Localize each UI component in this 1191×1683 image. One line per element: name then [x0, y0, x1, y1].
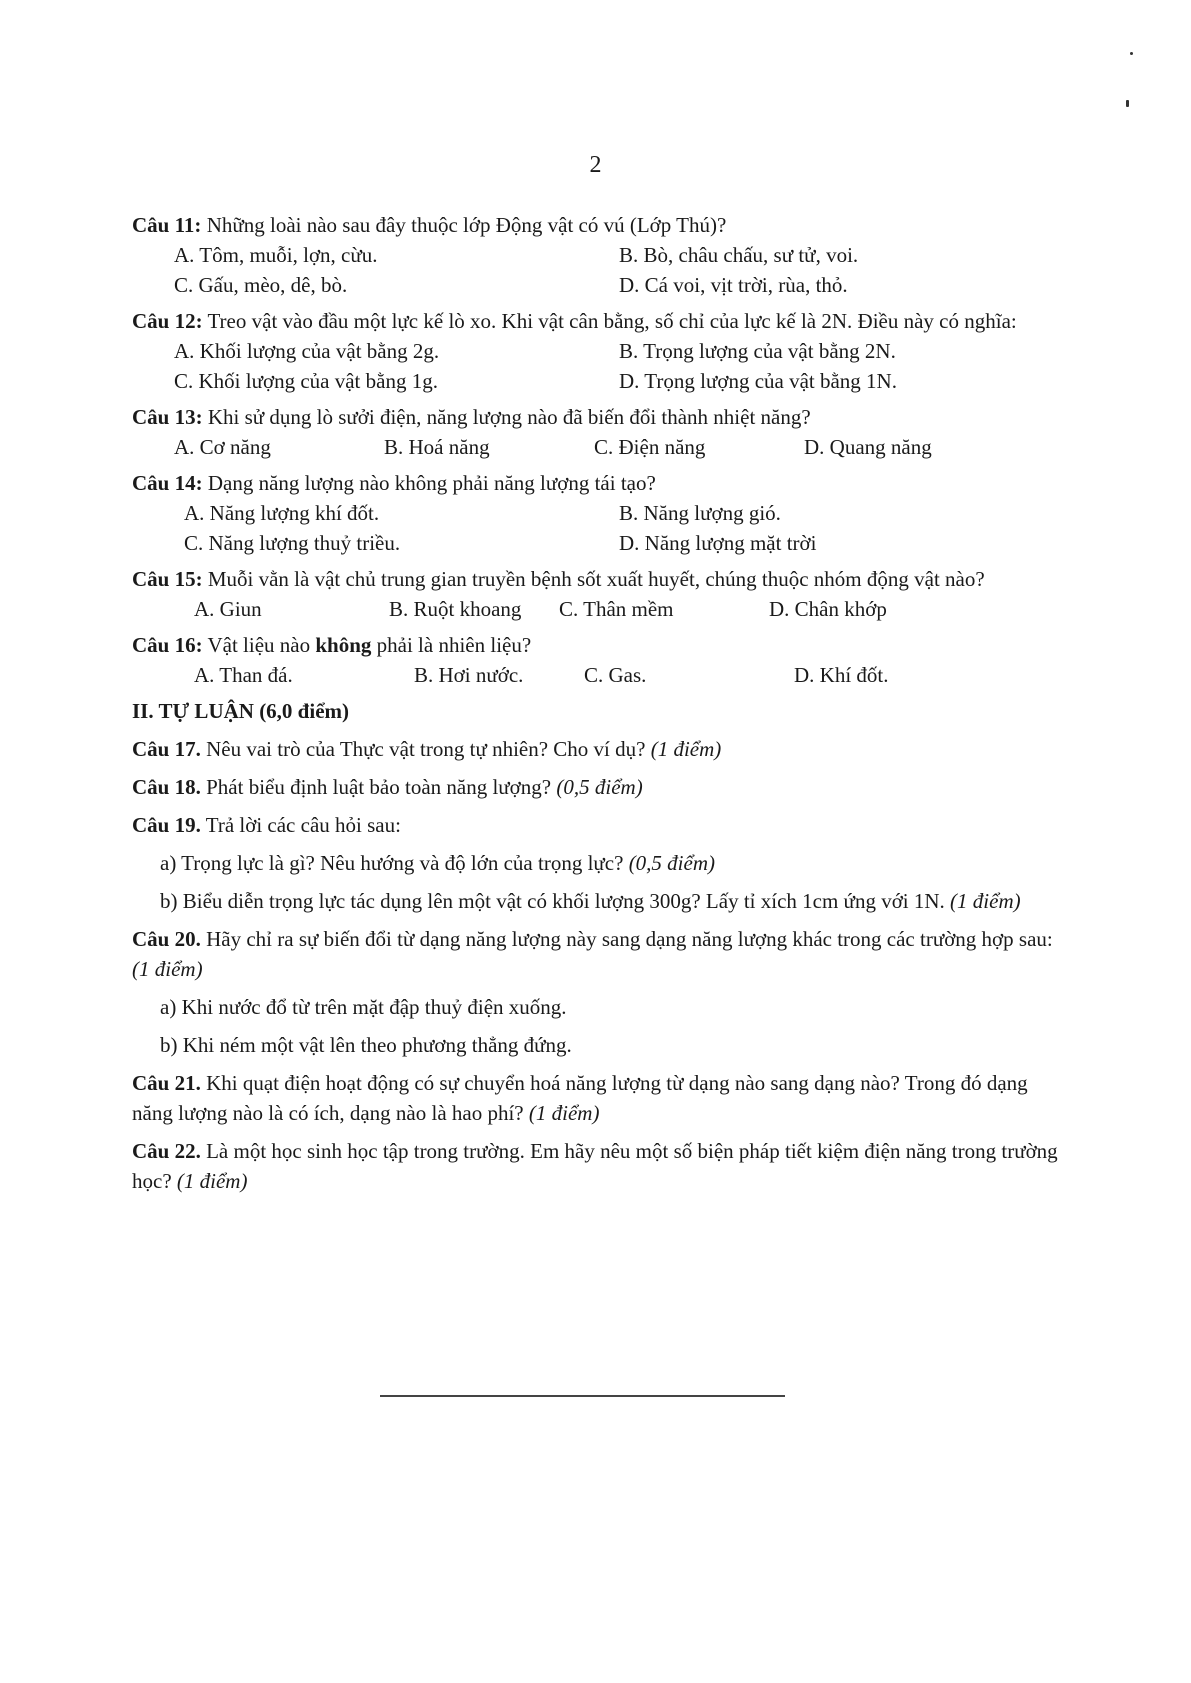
option-d: D. Chân khớp [769, 597, 887, 621]
question-text: Phát biểu định luật bảo toàn năng lượng? [200, 775, 557, 799]
option-a: A. Năng lượng khí đốt. [184, 501, 380, 525]
option-d: D. Khí đốt. [794, 663, 889, 687]
points-label: (0,5 điểm) [556, 775, 643, 799]
option-b: B. Ruột khoang [389, 597, 522, 621]
sub-question-20b [132, 1030, 1067, 1060]
option-a: A. Cơ năng [174, 435, 271, 459]
option-b: B. Hơi nước. [414, 663, 524, 687]
question-text: Khi quạt điện hoạt động có sự chuyển hoá năng lượng từ dạng nào sang dạng nào? Trong đó dạng năng lượng nào là có ích, dạng nào là hao phí? [132, 1071, 1028, 1125]
question-21 [132, 1068, 1067, 1128]
question-number: Câu 17. [132, 737, 201, 761]
scan-speck [1130, 52, 1133, 55]
question-22 [132, 1136, 1067, 1196]
question-text: Khi sử dụng lò sưởi điện, năng lượng nào đã biến đổi thành nhiệt năng? [202, 405, 811, 429]
question-number: Câu 14: [132, 471, 203, 495]
option-b: B. Hoá năng [384, 435, 490, 459]
sub-question-19a [132, 848, 1067, 878]
question-number: Câu 20. [132, 927, 201, 951]
option-c: C. Thân mềm [559, 597, 674, 621]
points-label: (1 điểm) [132, 957, 203, 981]
question-text: Muỗi vằn là vật chủ trung gian truyền bệnh sốt xuất huyết, chúng thuộc nhóm động vật nào? [202, 567, 985, 591]
sub-question-20a [132, 992, 1067, 1022]
question-15 [132, 564, 1067, 624]
question-19 [132, 810, 1067, 840]
option-d: D. Quang năng [804, 435, 932, 459]
question-text: Là một học sinh học tập trong trường. Em hãy nêu một số biện pháp tiết kiệm điện năng trong trường học? [132, 1139, 1058, 1193]
question-12 [132, 306, 1067, 396]
question-number: Câu 15: [132, 567, 203, 591]
sub-question-text: b) Khi ném một vật lên theo phương thẳng đứng. [160, 1033, 572, 1057]
option-a: A. Giun [194, 597, 262, 621]
question-text: Dạng năng lượng nào không phải năng lượng tái tạo? [202, 471, 656, 495]
question-18 [132, 772, 1067, 802]
points-label: (0,5 điểm) [628, 851, 715, 875]
option-c: C. Điện năng [594, 435, 706, 459]
question-number: Câu 12: [132, 309, 203, 333]
sub-question-text: a) Trọng lực là gì? Nêu hướng và độ lớn của trọng lực? [160, 851, 629, 875]
question-number: Câu 21. [132, 1071, 201, 1095]
question-number: Câu 18. [132, 775, 201, 799]
option-c: C. Gấu, mèo, dê, bò. [174, 273, 348, 297]
question-text: Nêu vai trò của Thực vật trong tự nhiên? Cho ví dụ? [200, 737, 651, 761]
option-b: B. Bò, châu chấu, sư tử, voi. [619, 243, 859, 267]
question-text: Những loài nào sau đây thuộc lớp Động vật có vú (Lớp Thú)? [201, 213, 727, 237]
points-label: (1 điểm) [950, 889, 1021, 913]
question-number: Câu 11: [132, 213, 202, 237]
option-c: C. Gas. [584, 663, 647, 687]
question-17 [132, 734, 1067, 764]
option-b: B. Trọng lượng của vật bằng 2N. [619, 339, 896, 363]
question-text: Hãy chỉ ra sự biến đổi từ dạng năng lượng này sang dạng năng lượng khác trong các trường hợp sau: [200, 927, 1053, 951]
question-text: phải là nhiên liệu? [371, 633, 532, 657]
option-d: D. Trọng lượng của vật bằng 1N. [619, 369, 897, 393]
question-emphasis: không [315, 633, 372, 657]
end-rule [380, 1395, 785, 1397]
scan-speck [1126, 100, 1129, 107]
option-d: D. Năng lượng mặt trời [619, 531, 817, 555]
points-label: (1 điểm) [176, 1169, 248, 1193]
question-number: Câu 19. [132, 813, 201, 837]
section-title: II. TỰ LUẬN (6,0 điểm) [132, 699, 350, 723]
option-c: C. Năng lượng thuỷ triều. [184, 531, 401, 555]
option-d: D. Cá voi, vịt trời, rùa, thỏ. [619, 273, 848, 297]
sub-question-text: a) Khi nước đổ từ trên mặt đập thuỷ điện xuống. [160, 995, 567, 1019]
points-label: (1 điểm) [528, 1101, 600, 1125]
option-a: A. Than đá. [194, 663, 293, 687]
question-text: Vật liệu nào [202, 633, 316, 657]
question-text: Treo vật vào đầu một lực kế lò xo. Khi vật cân bằng, số chỉ của lực kế là 2N. Điều này có nghĩa: [202, 309, 1017, 333]
exam-content [132, 210, 1067, 1204]
sub-question-19b [132, 886, 1067, 916]
question-11 [132, 210, 1067, 300]
points-label: (1 điểm) [650, 737, 722, 761]
question-20 [132, 924, 1067, 984]
question-number: Câu 22. [132, 1139, 201, 1163]
page-number: 2 [589, 152, 602, 178]
option-a: A. Tôm, muỗi, lợn, cừu. [174, 243, 378, 267]
question-text: Trả lời các câu hỏi sau: [200, 813, 401, 837]
option-c: C. Khối lượng của vật bằng 1g. [174, 369, 438, 393]
question-13 [132, 402, 1067, 462]
question-number: Câu 13: [132, 405, 203, 429]
question-14 [132, 468, 1067, 558]
option-b: B. Năng lượng gió. [619, 501, 781, 525]
option-a: A. Khối lượng của vật bằng 2g. [174, 339, 440, 363]
sub-question-text: b) Biểu diễn trọng lực tác dụng lên một vật có khối lượng 300g? Lấy tỉ xích 1cm ứng với 1N. [160, 889, 951, 913]
question-number: Câu 16: [132, 633, 203, 657]
question-16 [132, 630, 1067, 690]
